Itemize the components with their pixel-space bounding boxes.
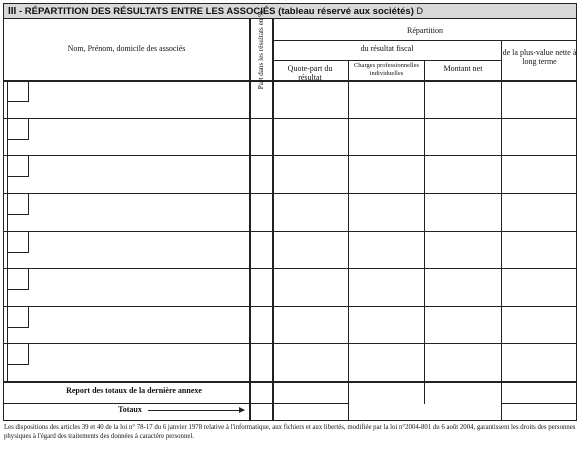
row-tab-8[interactable] [8,344,29,365]
header-repartition: Répartition [407,26,443,35]
totals-arrow-icon [148,410,244,411]
header-quote-part: Quote-part du résultat [287,64,333,82]
totals-label: Totaux [118,405,142,414]
section-title-text: RÉPARTITION DES RÉSULTATS ENTRE LES ASSOCIÉS (tableau réservé aux sociétés) [24,6,414,17]
header-fiscal-result: du résultat fiscal [360,44,414,53]
header-plus-value: de la plus-value nette à long terme [502,48,577,66]
section-number: III [8,6,17,17]
row-tab-4[interactable] [8,194,29,215]
row-tab-7[interactable] [8,307,29,328]
report-totals-label: Report des totaux de la dernière annexe [66,386,202,395]
row-tab-2[interactable] [8,119,29,140]
section-title: III - RÉPARTITION DES RÉSULTATS ENTRE LES ASSOCIÉS (tableau réservé aux sociétés) D [3,3,577,19]
row-tab-5[interactable] [8,232,29,253]
header-associates: Nom, Prénom, domicile des associés [67,44,186,53]
header-net-amount: Montant net [443,64,483,73]
section-marker: D [416,6,424,16]
header-share-percent: Part dans les résultats en % [257,10,265,90]
row-tab-1[interactable] [8,81,29,102]
row-tab-3[interactable] [8,156,29,177]
legal-notice: Les dispositions des articles 39 et 40 de la loi n° 78-17 du 6 janvier 1978 relative à l'informatique, aux fichiers et aux libertés, modifiée par la loi n°2004-801 du 6 août 2004, garantissent les droits des personnes physiques à l'égard des traitements des données à caractère personnel. [4,424,576,440]
header-charges: Charges professionnelles individuelles [353,62,420,77]
row-tab-6[interactable] [8,269,29,290]
